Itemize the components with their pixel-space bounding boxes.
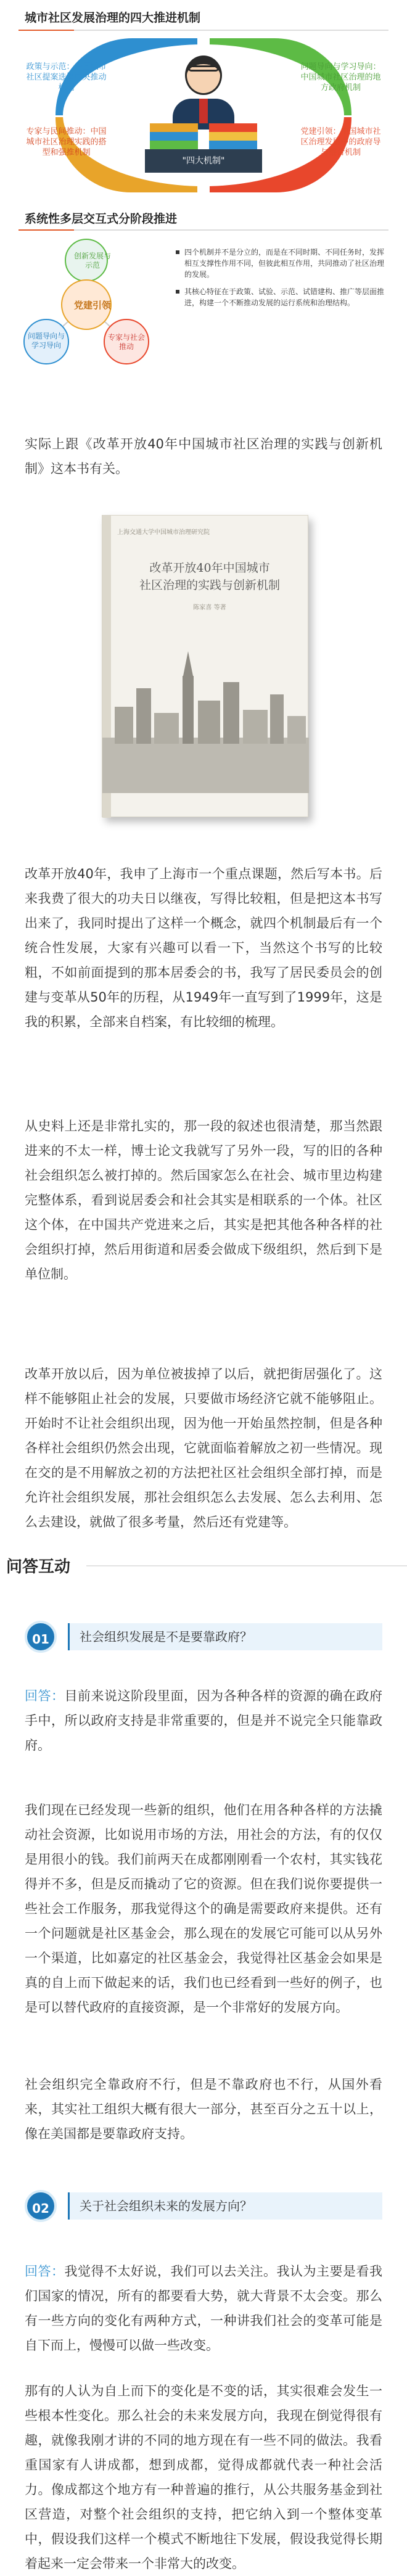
section-title-four-mechanisms: 城市社区发展治理的四大推进机制: [25, 11, 201, 25]
question-row: [25, 1621, 382, 1658]
question-number-badge: 01: [25, 1621, 57, 1653]
node-right: 专家与社会推动: [108, 333, 146, 351]
intro-paragraph: 实际上跟《改革开放40年中国城市社区治理的实践与创新机制》这本书有关。: [25, 437, 382, 476]
answer-paragraph: 那有的人认为自上而下的变化是不变的话，其实很难会发生一些根本性变化。那么社会的未来发展方向，我现在倒觉得很有趣，就像我刚才讲的不同的地方现在有一些不同的做法。我看重国家有人讲成都，想到成都，觉得成都就代表一种社会活力。像成都这个地方有一种普遍的推行，从公共服务基金到社区营造，对整个社会组织的支持，把它纳入到一个整体变革中，假设我们这样一个模式不断地往下发展，假设我觉得长期着起来一定会带来一个非常大的改变。: [25, 2384, 382, 2571]
answer-paragraph: [25, 2259, 382, 2358]
book-series: 上海交通大学中国城市治理研究院: [117, 529, 210, 536]
section-divider: [18, 229, 388, 231]
section-title-multilayer: 系统性多层交互式分阶段推进: [25, 212, 178, 226]
bullet-list: [176, 247, 385, 308]
mechanism-text-right-bottom: 党建引领：中国城市社区治理发展中的政府导与整合机制: [300, 127, 381, 157]
mechanism-text-left-top: 政策与示范：中国城市社区提案选择中央推动机制: [26, 62, 107, 93]
question-number-badge: 02: [25, 2190, 57, 2222]
answer-paragraph: 社会组织完全靠政府不行，但是不靠政府也不行，从国外看来，其实社工组织大概有很大一部分，甚至百分之五十以上，像在美国都是要靠政府支持。: [25, 2077, 382, 2141]
body-paragraph-3: 改革开放以后，因为单位被拔掉了以后，就把街居强化了。这样不能够阻止社会的发展，只要做市场经济它就不能够阻止。开始时不让社会组织出现，因为他一开始虽然控制，但是各种各样社会组织仍然会出现，它就面临着解放之初一些情况。现在交的是不用解放之初的方法把社区社会组织全部打掉，而是允许社会组织发展，那社会组织怎么去发展、怎么去利用、怎么去建设，就做了很多考量，然后还有党建等。: [25, 1367, 382, 1529]
answer-text: 目前来说这阶段里面，因为各种各样的资源的确在政府手中，所以政府支持是非常重要的，但是并不说完全只能靠政府。: [25, 1689, 382, 1753]
answer-text: 我觉得不太好说，我们可以去关注。我认为主要是看我们国家的情况，所有的都要看大势，就大背景不太会变。那么有一些方向的变化有两种方式，一种讲我们社会的变革可能是自下而上，慢慢可以做一些改变。: [25, 2264, 382, 2353]
official-illustration: [145, 49, 262, 173]
qa-rule: [86, 1565, 407, 1566]
bullet-item: [176, 286, 385, 308]
body-paragraph-1: 改革开放40年，我申了上海市一个重点课题，然后写本书。后来我费了很大的功夫日以继夜，写得比较粗，但是把这本书写出来了，我同时提出了这样一个概念，就四个机制最后有一个统合性发展，大家有兴趣可以看一下，当然这个书写的比较粗，不如前面提到的那本居委会的书，我写了居民委员会的创建与变革从50年的历程，从1949年一直写到了1999年，这是我的积累，全部来自档案，有比较细的梳理。: [25, 866, 382, 1029]
body-paragraph-2: 从史料上还是非常扎实的，那一段的叙述也很清楚，那当然跟进来的不太一样，博士论文我就写了另外一段，写的旧的各种社会组织怎么被打掉的。然后国家怎么在社会、城市里边构建完整体系，看到说居委会和社会其实是相联系的一个体。社区这个体，在中国共产党进来之后，其实是把其他各种各样的社会组织打掉，然后用街道和居委会做成下级组织，然后到下是单位制。: [25, 1119, 382, 1282]
book-authors: 陈家喜 等著: [193, 604, 226, 611]
bullet-text: 四个机制并不是分立的，而是在不同时期、不同任务时，发挥相互支撑性作用不同，但彼此相互作用，共同推动了社区治理的发展。: [184, 248, 385, 279]
book-cover: [102, 515, 308, 817]
center-label: "四大机制": [182, 156, 225, 166]
question-row: [25, 2190, 382, 2227]
answer-paragraph: [25, 1684, 382, 1758]
book-title-line1: 改革开放40年中国城市: [149, 561, 270, 575]
section-multilayer: [0, 204, 407, 376]
book-title-line2: 社区治理的实践与创新机制: [139, 578, 280, 592]
answer-lead: 回答：: [25, 1689, 65, 1703]
answer-lead: 回答：: [25, 2264, 65, 2279]
question-text: 关于社会组织未来的发展方向？: [68, 2192, 382, 2220]
bullet-item: [176, 247, 385, 280]
question-text: 社会组织发展是不是要靠政府？: [68, 1623, 382, 1650]
node-left: 问题导向与学习导向: [28, 332, 65, 350]
node-center: 党建引领: [73, 300, 111, 311]
section-four-mechanisms: [0, 0, 407, 204]
mechanism-text-right-top: 问题导向与学习导向：中国城市社区治理的地方政府机制: [300, 62, 381, 93]
answer-paragraph: 我们现在已经发现一些新的组织，他们在用各种各样的方法撬动社会资源，比如说用市场的方法，用社会的方法，有的仅仅是用很小的钱。我们前两天在成都刚刚看一个农村，其实钱花得并不多，但是反而撬动了它的资源。但在我们说你要提供一些社会工作服务，那我觉得这个的确是需要政府来提供。还有一个问题就是社区基金会，那么现在的发展它可能可以从另外一个渠道，比如嘉定的社区基金会，我觉得社区基金会如果是真的自上而下做起来的话，我们也已经看到一些好的例子，也是可以替代政府的直接资源，是一个非常好的发展方向。: [25, 1803, 382, 2015]
node-top: 创新发展与示范: [73, 252, 111, 270]
bullet-text: 其核心特征在于政策、试验、示范、试错建构、推广等层面推进，构建一个不断推动发展的运行系统和治理结构。: [184, 287, 385, 307]
city-skyline-image: [102, 639, 309, 793]
mechanism-text-left-bottom: 专家与民间推动：中国城市社区治理实践的搭型和强推机制: [26, 127, 107, 157]
qa-title: 问答互动: [6, 1558, 71, 1576]
qa-header: [0, 1554, 407, 1579]
section-divider: [18, 30, 388, 31]
